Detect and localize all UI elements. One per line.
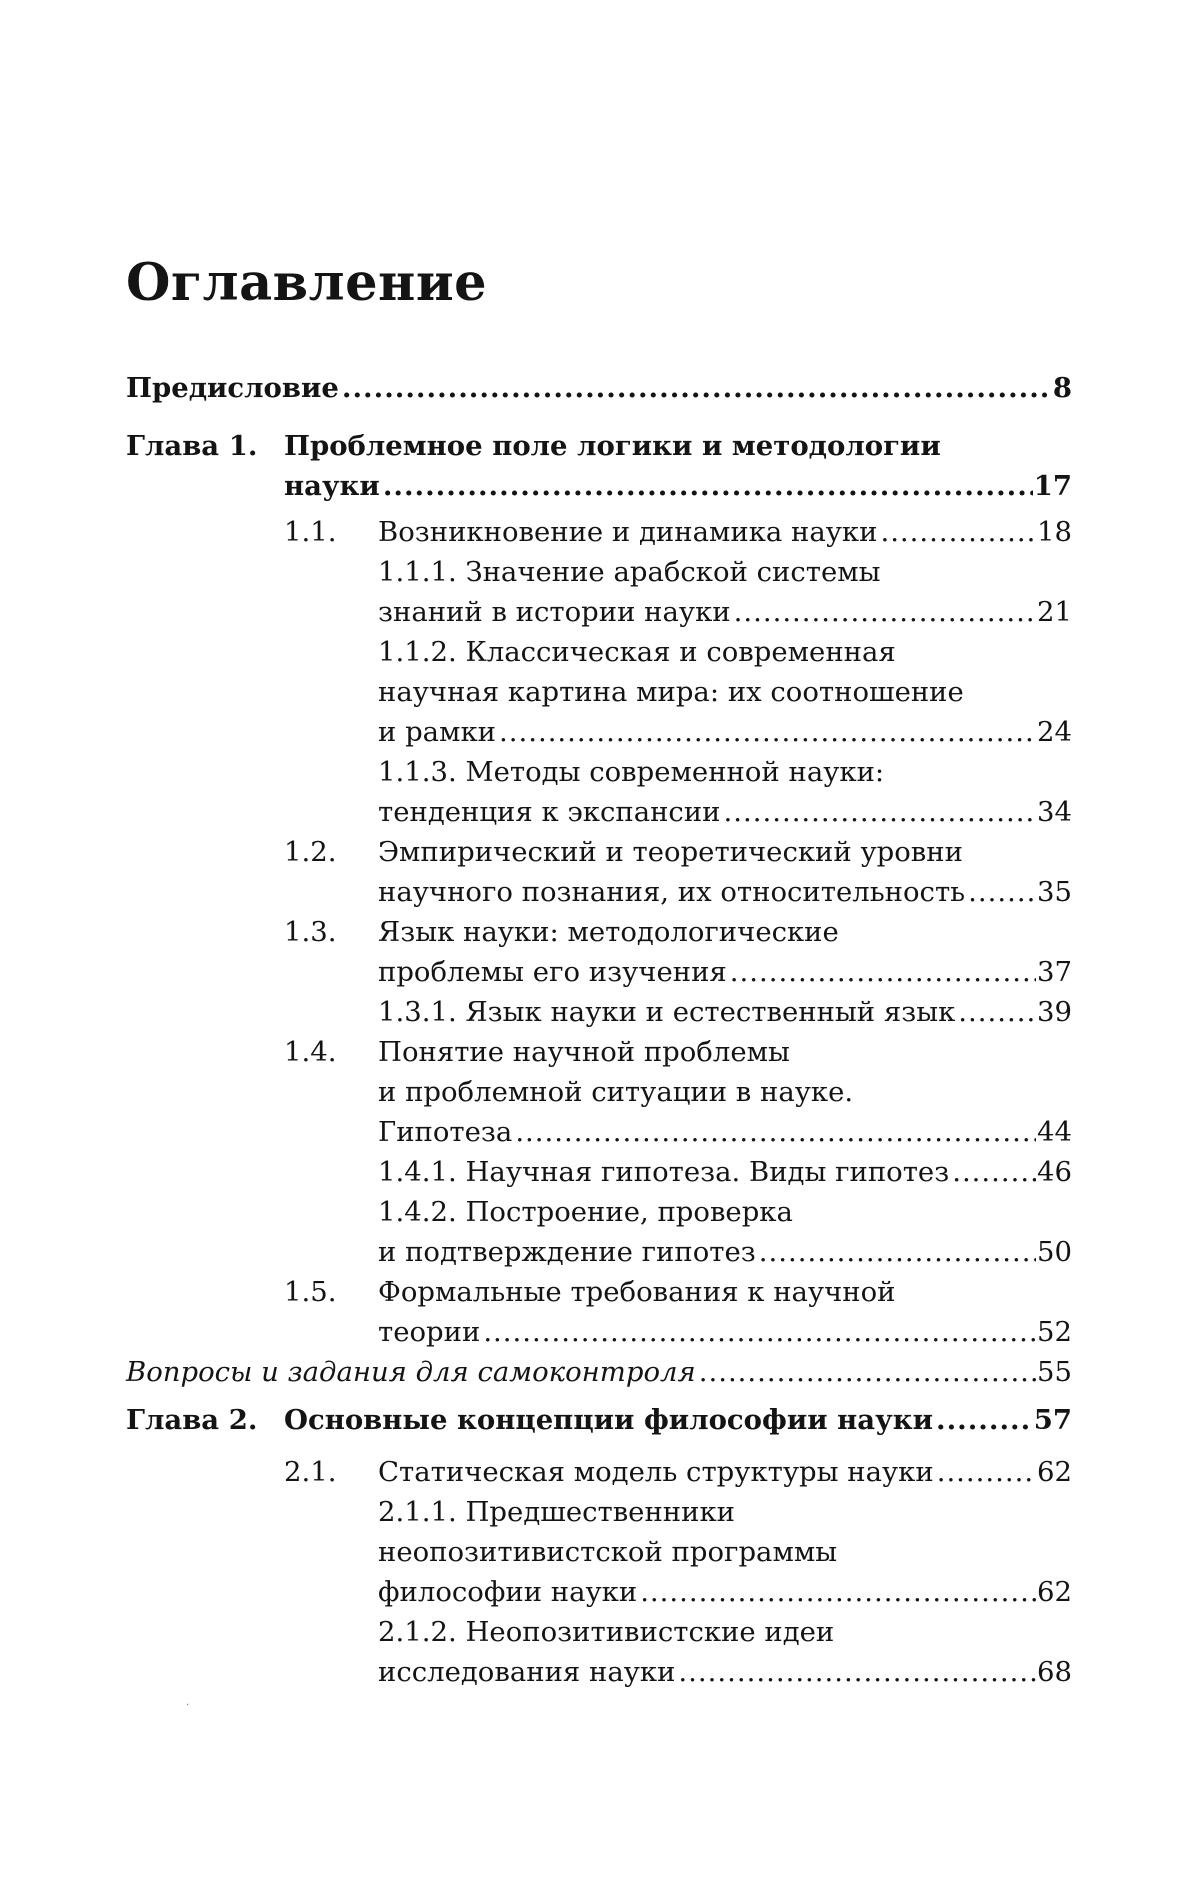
section-number: 1.2. [284, 836, 337, 868]
entry-label: Возникновение и динамика науки [378, 516, 878, 548]
page-number: 52 [1037, 1316, 1072, 1348]
scan-speck: · [186, 1700, 190, 1711]
page-number: 35 [1037, 876, 1072, 908]
section-number: 1.4. [284, 1036, 337, 1068]
dot-leader [936, 1400, 1033, 1440]
entry-label: науки [284, 470, 380, 502]
entry-label: Гипотеза [378, 1116, 513, 1148]
entry-label: Предисловие [126, 372, 339, 404]
toc-entry-2-1-1-line1[interactable]: 2.1.1. Предшественники [378, 1496, 735, 1528]
page-number: 8 [1052, 372, 1072, 404]
page-title: Оглавление [126, 253, 488, 313]
toc-entry-1-5[interactable] [378, 1312, 1072, 1352]
entry-label: 1.4.1. Научная гипотеза. Виды гипотез [378, 1156, 950, 1188]
entry-label: теории [378, 1316, 481, 1348]
toc-entry-1-4-2[interactable] [378, 1232, 1072, 1272]
dot-leader [499, 712, 1036, 752]
toc-entry-1-4[interactable] [378, 1112, 1072, 1152]
section-number: 1.5. [284, 1276, 337, 1308]
dot-leader [342, 368, 1052, 408]
dot-leader [968, 872, 1036, 912]
dot-leader [699, 1352, 1036, 1392]
page-number: 34 [1037, 796, 1072, 828]
entry-label: 1.3.1. Язык науки и естественный язык [378, 996, 956, 1028]
toc-entry-1-1-3[interactable] [378, 792, 1072, 832]
section-number: 1.1. [284, 516, 337, 548]
toc-entry-2-1-1-line2[interactable]: неопозитивистской программы [378, 1536, 838, 1568]
entry-label: философии науки [378, 1576, 638, 1608]
toc-entry-2-1-2-line1[interactable]: 2.1.2. Неопозитивистские идеи [378, 1616, 835, 1648]
dot-leader [383, 466, 1033, 506]
toc-entry-1-1-1-line1[interactable]: 1.1.1. Значение арабской системы [378, 556, 881, 588]
entry-label: Основные концепции философии науки [284, 1404, 933, 1436]
toc-entry-1-3-line1[interactable]: Язык науки: методологические [378, 916, 839, 948]
toc-entry-2-1[interactable] [378, 1452, 1072, 1492]
entry-label: исследования науки [378, 1656, 676, 1688]
page-number: 46 [1037, 1156, 1072, 1188]
section-number: 2.1. [284, 1456, 337, 1488]
toc-entry-1-4-2-line1[interactable]: 1.4.2. Построение, проверка [378, 1196, 793, 1228]
dot-leader [958, 992, 1036, 1032]
page-number: 21 [1037, 596, 1072, 628]
toc-entry-1-4-1[interactable] [378, 1152, 1072, 1192]
toc-entry-chapter-1[interactable] [284, 466, 1072, 506]
toc-entry-1-2[interactable] [378, 872, 1072, 912]
page-number: 62 [1037, 1576, 1072, 1608]
toc-entry-1-4-line1[interactable]: Понятие научной проблемы [378, 1036, 790, 1068]
toc-entry-1-1-2-line2[interactable]: научная картина мира: их соотношение [378, 676, 964, 708]
toc-entry-1-4-line2[interactable]: и проблемной ситуации в науке. [378, 1076, 854, 1108]
dot-leader [515, 1112, 1036, 1152]
entry-label: знаний в истории науки [378, 596, 731, 628]
toc-entry-1-1-2[interactable] [378, 712, 1072, 752]
toc-entry-2-1-1[interactable] [378, 1572, 1072, 1612]
toc-entry-1-2-line1[interactable]: Эмпирический и теоретический уровни [378, 836, 963, 868]
page-number: 68 [1037, 1656, 1072, 1688]
page-number: 37 [1037, 956, 1072, 988]
entry-label: и подтверждение гипотез [378, 1236, 756, 1268]
dot-leader [759, 1232, 1036, 1272]
toc-entry-1-1-2-line1[interactable]: 1.1.2. Классическая и современная [378, 636, 896, 668]
dot-leader [880, 512, 1036, 552]
toc-entry-1-1-3-line1[interactable]: 1.1.3. Методы современной науки: [378, 756, 885, 788]
entry-label: проблемы его изучения [378, 956, 727, 988]
page-number: 24 [1037, 716, 1072, 748]
page-number: 18 [1037, 516, 1072, 548]
page-number: 50 [1037, 1236, 1072, 1268]
toc-entry-1-5-line1[interactable]: Формальные требования к научной [378, 1276, 896, 1308]
page-number: 55 [1037, 1356, 1072, 1388]
dot-leader [937, 1452, 1036, 1492]
page-number: 39 [1037, 996, 1072, 1028]
toc-entry-chapter-2[interactable] [284, 1400, 1072, 1440]
page-number: 44 [1037, 1116, 1072, 1148]
entry-label: Вопросы и задания для самоконтроля [126, 1356, 696, 1388]
chapter-1-label: Глава 1. [126, 430, 258, 462]
toc-entry-preface[interactable] [126, 368, 1072, 408]
toc-entry-1-3-1[interactable] [378, 992, 1072, 1032]
toc-entry-1-3[interactable] [378, 952, 1072, 992]
page-number: 62 [1037, 1456, 1072, 1488]
entry-label: тенденция к экспансии [378, 796, 721, 828]
dot-leader [640, 1572, 1036, 1612]
chapter-1-title[interactable]: Проблемное поле логики и методологии [284, 430, 941, 462]
page-number: 57 [1033, 1404, 1072, 1436]
toc-entry-1-1-1[interactable] [378, 592, 1072, 632]
dot-leader [678, 1652, 1036, 1692]
dot-leader [483, 1312, 1036, 1352]
toc-entry-questions-1[interactable] [126, 1352, 1072, 1392]
entry-label: и рамки [378, 716, 496, 748]
chapter-2-label: Глава 2. [126, 1404, 258, 1436]
section-number: 1.3. [284, 916, 337, 948]
toc-entry-2-1-2[interactable] [378, 1652, 1072, 1692]
dot-leader [952, 1152, 1036, 1192]
entry-label: Статическая модель структуры науки [378, 1456, 934, 1488]
page-number: 17 [1033, 470, 1072, 502]
toc-entry-1-1[interactable] [378, 512, 1072, 552]
dot-leader [730, 952, 1036, 992]
dot-leader [724, 792, 1037, 832]
dot-leader [734, 592, 1036, 632]
entry-label: научного познания, их относительность [378, 876, 966, 908]
